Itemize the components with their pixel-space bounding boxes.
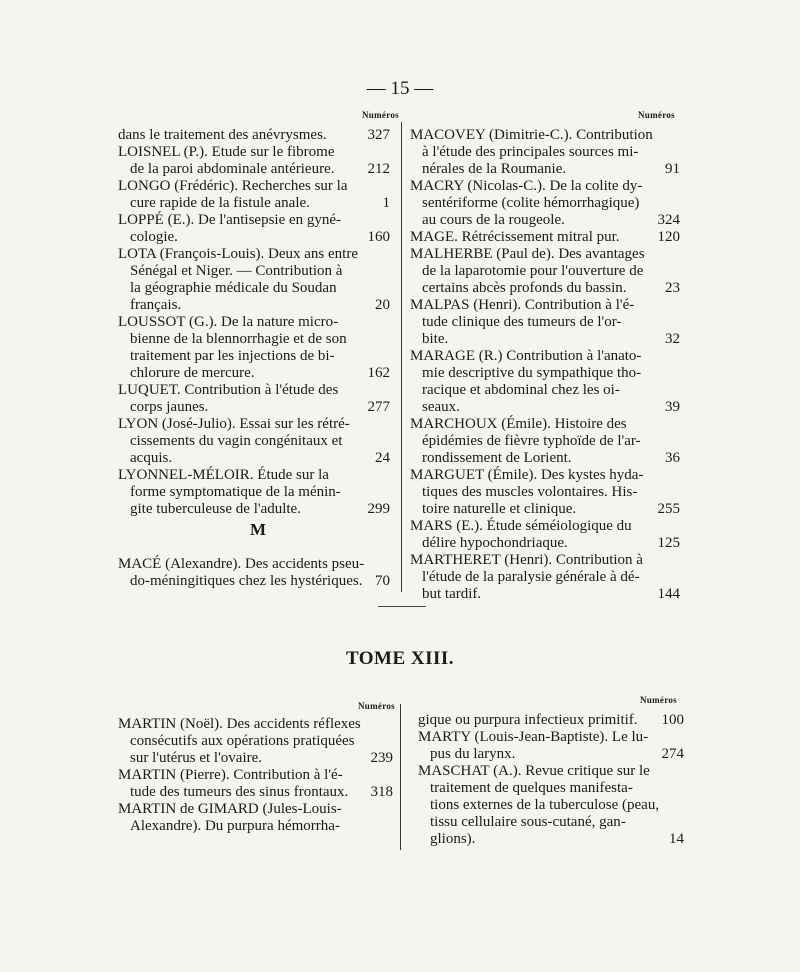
index-entry (118, 246, 390, 314)
entry-line: LYONNEL-MÉLOIR. Étude sur la (118, 467, 329, 483)
entry-line: LYON (José-Julio). Essai sur les rétré- (118, 416, 350, 432)
entry-line: cissements du vagin congénitaux et (130, 433, 343, 449)
entry-line: LOUSSOT (G.). De la nature micro- (118, 314, 339, 330)
entry-line: LOTA (François-Louis). Deux ans entre (118, 246, 358, 262)
index-entry (118, 212, 390, 246)
entry-line: certains abcès profonds du bassin. (422, 280, 627, 296)
index-entry (118, 767, 393, 801)
entry-line: MARTHERET (Henri). Contribution à (410, 552, 643, 568)
index-entry (410, 467, 680, 518)
entry-line: épidémies de fièvre typhoïde de l'ar- (422, 433, 641, 449)
entry-number: 324 (657, 212, 680, 228)
index-entry (418, 729, 684, 763)
entry-line: MAGE. Rétrécissement mitral pur. (410, 229, 620, 245)
entry-line: MACRY (Nicolas-C.). De la colite dy- (410, 178, 643, 194)
entry-number: 14 (669, 831, 684, 847)
column-divider-lower (400, 704, 401, 850)
index-entry (410, 416, 680, 467)
entry-number: 212 (367, 161, 390, 177)
column-divider (401, 122, 402, 592)
entry-number: 32 (665, 331, 680, 347)
index-entry (118, 314, 390, 382)
entry-number: 120 (657, 229, 680, 245)
index-entry (118, 416, 390, 467)
entry-line: MARAGE (R.) Contribution à l'anato- (410, 348, 642, 364)
entry-line: nérales de la Roumanie. (422, 161, 567, 177)
entry-line: tissu cellulaire sous-cutané, gan- (430, 814, 626, 830)
entry-line: MARTIN (Noël). Des accidents réflexes (118, 716, 361, 732)
entry-number: 91 (665, 161, 680, 177)
index-entry (410, 552, 680, 603)
entry-line: tiques des muscles volontaires. His- (422, 484, 638, 500)
entry-line: MALPAS (Henri). Contribution à l'é- (410, 297, 635, 313)
section-separator (378, 606, 426, 607)
entry-line: seaux. (422, 399, 460, 415)
index-entry (410, 246, 680, 297)
entry-line: MARTIN de GIMARD (Jules-Louis- (118, 801, 342, 817)
entry-number: 39 (665, 399, 680, 415)
entry-line: gite tuberculeuse de l'adulte. (130, 501, 301, 517)
entry-number: 100 (661, 712, 684, 728)
entry-line: pus du larynx. (430, 746, 516, 762)
entry-number: 327 (367, 127, 390, 143)
entry-line: glions). (430, 831, 476, 847)
entry-line: LOPPÉ (E.). De l'antisepsie en gyné- (118, 212, 342, 228)
column-header-right-lower: Numéros (640, 695, 677, 705)
entry-line: traitement par les injections de bi- (130, 348, 335, 364)
entry-line: consécutifs aux opérations pratiquées (130, 733, 355, 749)
entry-line: MALHERBE (Paul de). Des avantages (410, 246, 645, 262)
entry-line: de la paroi abdominale antérieure. (130, 161, 335, 177)
entry-number: 24 (375, 450, 390, 466)
entry-line: délire hypochondriaque. (422, 535, 568, 551)
upper-left-column (118, 127, 390, 518)
entry-number: 70 (375, 573, 390, 589)
entry-line: MARS (E.). Étude séméiologique du (410, 518, 632, 534)
entry-number: 277 (367, 399, 390, 415)
index-entry (118, 801, 393, 835)
entry-line: LUQUET. Contribution à l'étude des (118, 382, 339, 398)
entry-number: 125 (657, 535, 680, 551)
letter-heading: M (249, 520, 267, 539)
index-entry (118, 467, 390, 518)
entry-line: gique ou purpura infectieux primitif. (418, 712, 638, 728)
entry-line: mie descriptive du sympathique tho- (422, 365, 642, 381)
entry-number: 239 (370, 750, 393, 766)
entry-line: bite. (422, 331, 449, 347)
index-entry (410, 297, 680, 348)
index-entry (410, 518, 680, 552)
entry-line: MARTY (Louis-Jean-Baptiste). Le lu- (418, 729, 649, 745)
entry-line: cure rapide de la fistule anale. (130, 195, 310, 211)
entry-line: au cours de la rougeole. (422, 212, 565, 228)
entry-line: tude clinique des tumeurs de l'or- (422, 314, 622, 330)
entry-line: Sénégal et Niger. — Contribution à (130, 263, 343, 279)
entry-line: MARCHOUX (Émile). Histoire des (410, 416, 627, 432)
entry-number: 1 (382, 195, 390, 211)
entry-line: toire naturelle et clinique. (422, 501, 577, 517)
entry-line: sentériforme (colite hémorrhagique) (422, 195, 640, 211)
index-entry (118, 556, 390, 590)
entry-number: 274 (661, 746, 684, 762)
entry-number: 299 (367, 501, 390, 517)
lower-right-column (418, 712, 684, 848)
entry-line: à l'étude des principales sources mi- (422, 144, 639, 160)
entry-line: MACOVEY (Dimitrie-C.). Contribution (410, 127, 653, 143)
entry-number: 160 (367, 229, 390, 245)
entry-line: LONGO (Frédéric). Recherches sur la (118, 178, 348, 194)
entry-line: rondissement de Lorient. (422, 450, 572, 466)
entry-line: forme symptomatique de la ménin- (130, 484, 341, 500)
entry-number: 162 (367, 365, 390, 381)
index-entry (118, 382, 390, 416)
entry-line: cologie. (130, 229, 178, 245)
index-entry (410, 229, 680, 246)
entry-number: 144 (657, 586, 680, 602)
upper-right-column (410, 127, 680, 603)
index-entry (410, 178, 680, 229)
entry-line: MACÉ (Alexandre). Des accidents pseu- (118, 556, 365, 572)
index-entry (118, 127, 390, 144)
upper-left-column-continued (118, 556, 390, 590)
entry-line: acquis. (130, 450, 173, 466)
entry-line: dans le traitement des anévrysmes. (118, 127, 327, 143)
index-entry (410, 127, 680, 178)
index-entry (418, 712, 684, 729)
entry-line: chlorure de mercure. (130, 365, 255, 381)
entry-number: 20 (375, 297, 390, 313)
index-entry (410, 348, 680, 416)
entry-line: MASCHAT (A.). Revue critique sur le (418, 763, 650, 779)
entry-line: tude des tumeurs des sinus frontaux. (130, 784, 349, 800)
entry-line: Alexandre). Du purpura hémorrha- (130, 818, 340, 834)
entry-number: 318 (370, 784, 393, 800)
entry-line: de la laparotomie pour l'ouverture de (422, 263, 644, 279)
index-entry (118, 144, 390, 178)
column-header-left: Numéros (362, 110, 399, 120)
entry-line: sur l'utérus et l'ovaire. (130, 750, 263, 766)
entry-line: bienne de la blennorrhagie et de son (130, 331, 347, 347)
page-number: — 15 — (366, 78, 434, 99)
entry-number: 36 (665, 450, 680, 466)
tome-title: TOME XIII. (345, 648, 455, 669)
entry-line: traitement de quelques manifesta- (430, 780, 633, 796)
index-entry (418, 763, 684, 848)
entry-line: MARGUET (Émile). Des kystes hyda- (410, 467, 644, 483)
column-header-left-lower: Numéros (358, 701, 395, 711)
entry-line: do-méningitiques chez les hystériques. (130, 573, 363, 589)
entry-line: français. (130, 297, 182, 313)
column-header-right: Numéros (638, 110, 675, 120)
entry-line: racique et abdominal chez les oi- (422, 382, 620, 398)
entry-number: 23 (665, 280, 680, 296)
index-entry (118, 716, 393, 767)
entry-line: corps jaunes. (130, 399, 209, 415)
entry-line: but tardif. (422, 586, 482, 602)
lower-left-column (118, 716, 393, 835)
entry-line: LOISNEL (P.). Etude sur le fibrome (118, 144, 335, 160)
entry-line: l'étude de la paralysie générale à dé- (422, 569, 640, 585)
entry-line: MARTIN (Pierre). Contribution à l'é- (118, 767, 343, 783)
index-entry (118, 178, 390, 212)
entry-line: tions externes de la tuberculose (peau, (430, 797, 660, 813)
entry-line: la géographie médicale du Soudan (130, 280, 337, 296)
entry-number: 255 (657, 501, 680, 517)
